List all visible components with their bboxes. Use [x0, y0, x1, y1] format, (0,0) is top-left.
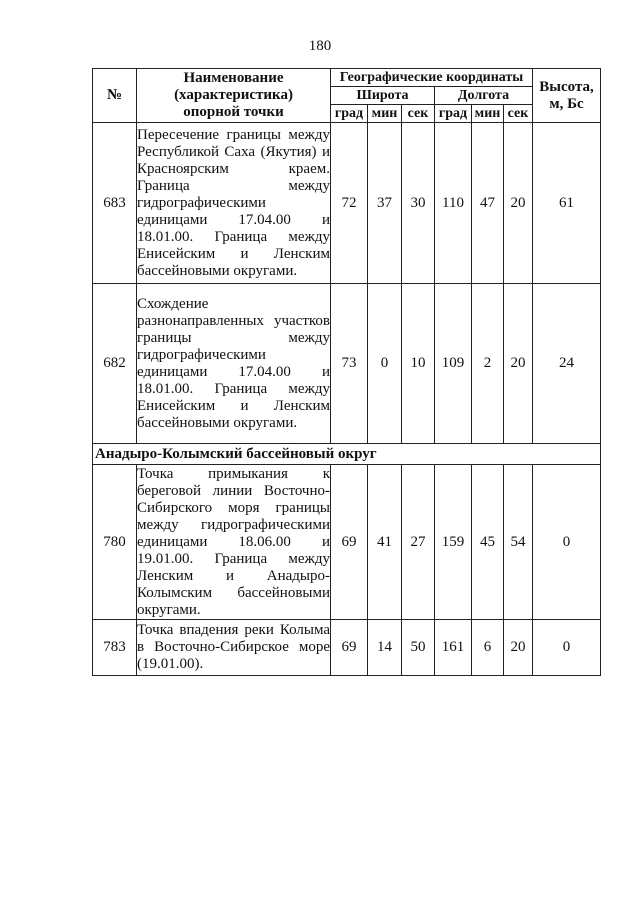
header-longitude: Долгота: [435, 87, 533, 105]
row-description: Точка примыкания к береговой линии Восточно-Сибирского моря границы между гидрографическими единицами 18.06.00 и 19.01.00. Граница между Ленским и Анадыро-Колымским бассейновыми округами.: [137, 465, 330, 618]
lat-deg: 72: [331, 123, 368, 284]
header-lon-sec: сек: [504, 105, 533, 123]
row-description: Точка впадения реки Колыма в Восточно-Сибирское море (19.01.00).: [137, 620, 331, 676]
header-height-line2: м, Бс: [549, 95, 584, 112]
lon-min: 45: [472, 465, 504, 620]
page-number: 180: [308, 38, 332, 54]
header-height-line1: Высота,: [539, 78, 594, 95]
lat-sec: 50: [402, 620, 435, 676]
lat-min: 14: [368, 620, 402, 676]
table-row: [93, 465, 601, 620]
lon-min: 6: [472, 620, 504, 676]
table-row: [93, 620, 601, 676]
header-lat-min: мин: [368, 105, 402, 123]
lat-sec: 27: [402, 465, 435, 620]
header-latitude: Широта: [331, 87, 435, 105]
height-value: 24: [533, 284, 601, 444]
row-number: 682: [93, 284, 137, 444]
row-number: 783: [93, 620, 137, 676]
header-name-line2: (характеристика): [174, 87, 293, 103]
header-lon-min: мин: [472, 105, 504, 123]
lon-sec: 20: [504, 284, 533, 444]
table-header: [93, 69, 601, 123]
lon-min: 2: [472, 284, 504, 444]
lon-deg: 109: [435, 284, 472, 444]
lat-sec: 10: [402, 284, 435, 444]
lon-deg: 110: [435, 123, 472, 284]
header-lat-sec: сек: [402, 105, 435, 123]
header-geo: Географические координаты: [331, 69, 533, 87]
row-number: 780: [93, 465, 137, 620]
table-row: [93, 284, 601, 444]
height-value: 61: [533, 123, 601, 284]
lon-deg: 161: [435, 620, 472, 676]
section-title: Анадыро-Колымский бассейновый округ: [93, 444, 601, 465]
row-description: Пересечение границы между Республикой Саха (Якутия) и Красноярским краем. Граница между гидрографическими единицами 17.04.00 и 18.01.00. Граница между Енисейским и Ленским бассейновыми округами.: [137, 123, 331, 284]
lat-sec: 30: [402, 123, 435, 284]
lon-sec: 20: [504, 123, 533, 284]
lon-sec: 54: [504, 465, 533, 620]
header-name-line1: Наименование: [183, 70, 284, 86]
header-name: [137, 69, 331, 123]
header-lon-deg: град: [435, 105, 472, 123]
header-name-line3: опорной точки: [183, 104, 284, 120]
lat-deg: 73: [331, 284, 368, 444]
header-number: №: [93, 69, 137, 123]
lat-min: 37: [368, 123, 402, 284]
lon-min: 47: [472, 123, 504, 284]
coordinates-table: [92, 68, 601, 676]
row-description: Схождение разнонаправленных участков границы между гидрографическими единицами 17.04.00 и 18.01.00. Граница между Енисейским и Ленским бассейновыми округами.: [137, 284, 331, 444]
header-height: [533, 69, 601, 123]
height-value: 0: [533, 620, 601, 676]
lat-min: 41: [368, 465, 402, 620]
lon-sec: 20: [504, 620, 533, 676]
lon-deg: 159: [435, 465, 472, 620]
row-number: 683: [93, 123, 137, 284]
lat-min: 0: [368, 284, 402, 444]
table-row: [93, 123, 601, 284]
lat-deg: 69: [331, 465, 368, 620]
lat-deg: 69: [331, 620, 368, 676]
section-row: [93, 444, 601, 465]
height-value: 0: [533, 465, 601, 620]
header-lat-deg: град: [331, 105, 368, 123]
